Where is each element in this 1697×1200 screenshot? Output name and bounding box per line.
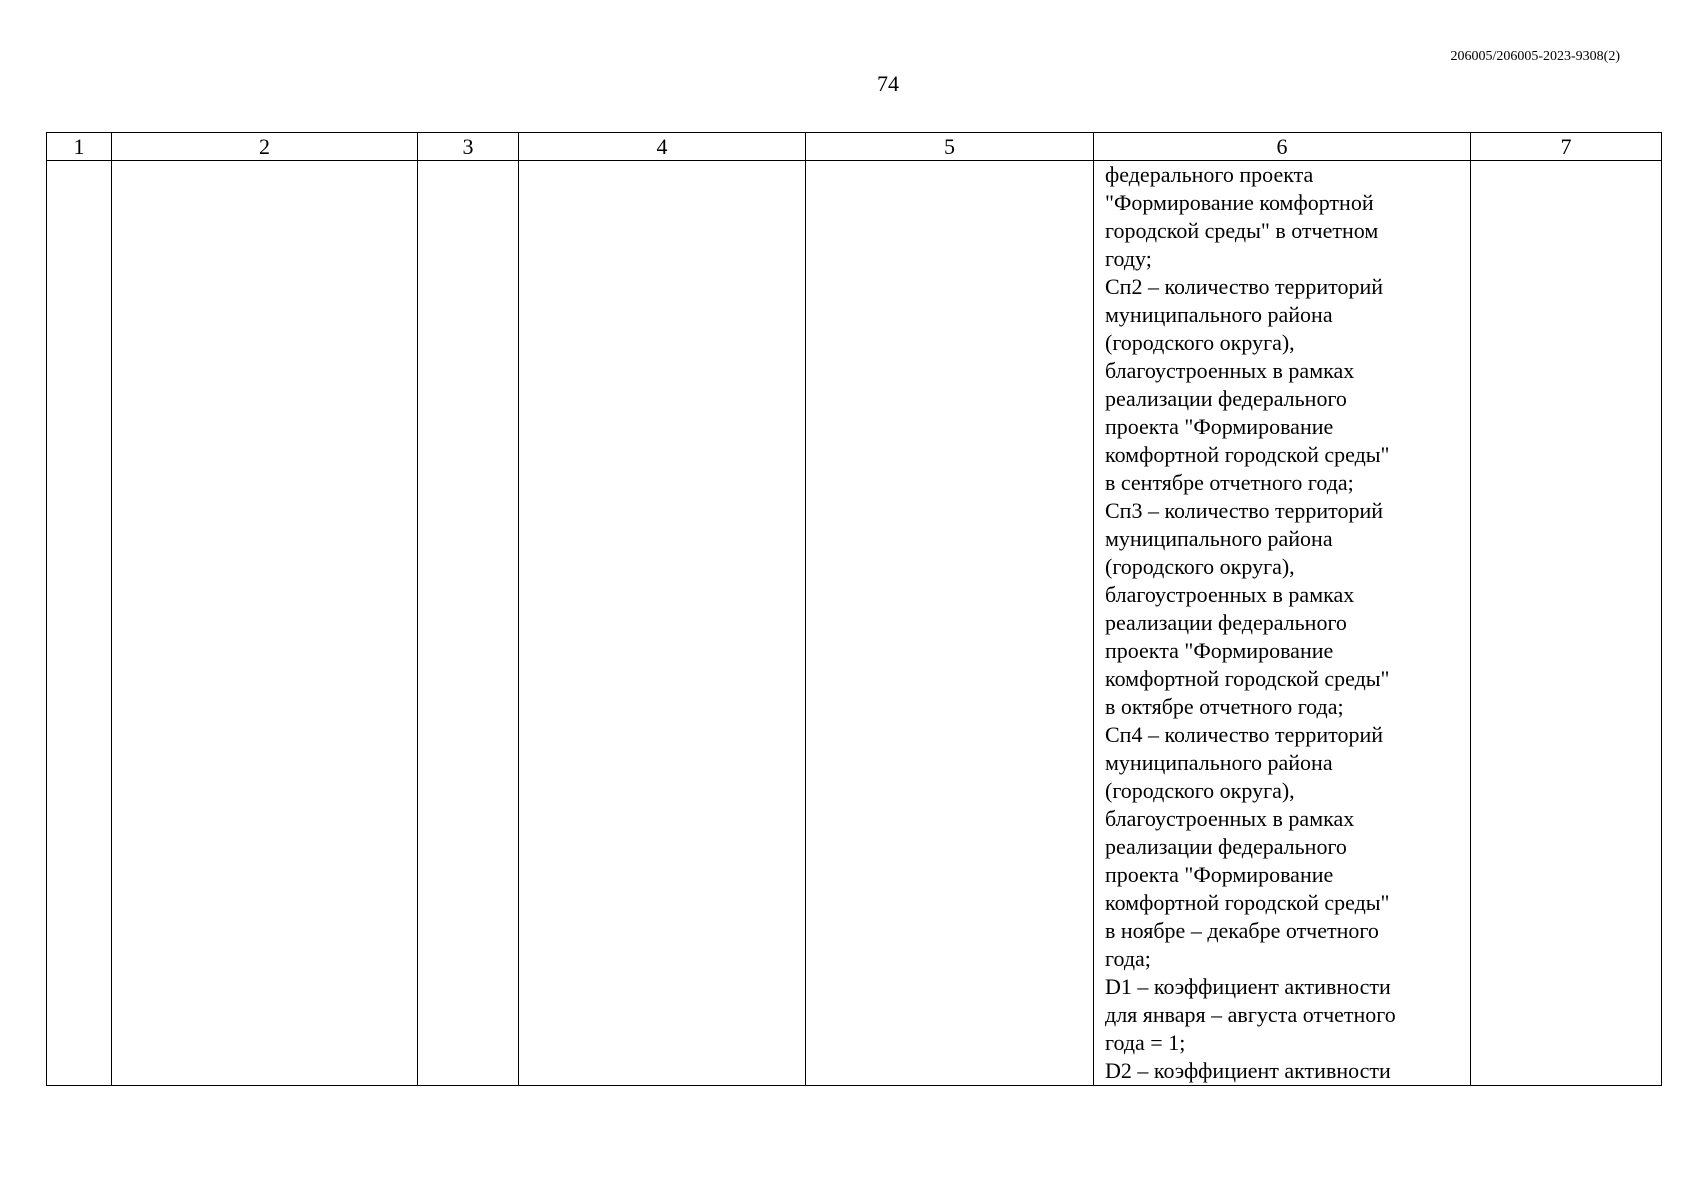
cell-text-line: муниципального района — [1105, 750, 1333, 775]
cell-text-line: (городского округа), — [1105, 778, 1295, 803]
cell-text-line: Сп4 – количество территорий — [1105, 722, 1383, 747]
page-number: 74 — [877, 71, 899, 96]
cell-text-line: федерального проекта — [1105, 162, 1314, 187]
cell-col-1 — [47, 161, 112, 1086]
cell-text-line: (городского округа), — [1105, 330, 1295, 355]
cell-text-line: благоустроенных в рамках — [1105, 582, 1355, 607]
cell-text-line: муниципального района — [1105, 526, 1333, 551]
cell-text-line: реализации федерального — [1105, 834, 1347, 859]
cell-text-line: в сентябре отчетного года; — [1105, 470, 1354, 495]
cell-col-7 — [1471, 161, 1662, 1086]
cell-text-line: Сп3 – количество территорий — [1105, 498, 1383, 523]
cell-text-line: году; — [1105, 246, 1152, 271]
column-header-3: 3 — [418, 133, 519, 161]
cell-col-6 — [1094, 161, 1471, 1086]
column-header-2: 2 — [112, 133, 418, 161]
document-id: 206005/206005-2023-9308(2) — [1450, 49, 1620, 64]
cell-text-line: проекта "Формирование — [1105, 638, 1334, 663]
cell-text-line: "Формирование комфортной — [1105, 190, 1374, 215]
cell-col-3 — [418, 161, 519, 1086]
cell-text-line: благоустроенных в рамках — [1105, 806, 1355, 831]
cell-text-line: года; — [1105, 946, 1151, 971]
cell-text-line: проекта "Формирование — [1105, 414, 1334, 439]
cell-text-line: городской среды" в отчетном — [1105, 218, 1379, 243]
column-header-7: 7 — [1471, 133, 1662, 161]
cell-text-line: в ноябре – декабре отчетного — [1105, 918, 1379, 943]
cell-text-line: муниципального района — [1105, 302, 1333, 327]
cell-text-line: года = 1; — [1105, 1030, 1186, 1055]
cell-text-line: комфортной городской среды" — [1105, 442, 1390, 467]
cell-text-line: в октябре отчетного года; — [1105, 694, 1344, 719]
cell-text-line: D1 – коэффициент активности — [1105, 974, 1391, 999]
column-header-5: 5 — [806, 133, 1094, 161]
cell-text-line: реализации федерального — [1105, 386, 1347, 411]
column-header-4: 4 — [519, 133, 806, 161]
cell-text-line: комфортной городской среды" — [1105, 890, 1390, 915]
column-header-1: 1 — [47, 133, 112, 161]
cell-text-line: для января – августа отчетного — [1105, 1002, 1396, 1027]
cell-text-line: комфортной городской среды" — [1105, 666, 1390, 691]
cell-col-5 — [806, 161, 1094, 1086]
table-header-row — [47, 133, 1662, 161]
cell-text-line: реализации федерального — [1105, 610, 1347, 635]
column-header-6: 6 — [1094, 133, 1471, 161]
cell-text-line: Сп2 – количество территорий — [1105, 274, 1383, 299]
cell-text-line: (городского округа), — [1105, 554, 1295, 579]
cell-col-2 — [112, 161, 418, 1086]
cell-text-line: D2 – коэффициент активности — [1105, 1058, 1391, 1083]
cell-col-4 — [519, 161, 806, 1086]
cell-text-line: проекта "Формирование — [1105, 862, 1334, 887]
data-table — [46, 132, 1662, 1086]
cell-text-line: благоустроенных в рамках — [1105, 358, 1355, 383]
table-row — [47, 161, 1662, 1086]
